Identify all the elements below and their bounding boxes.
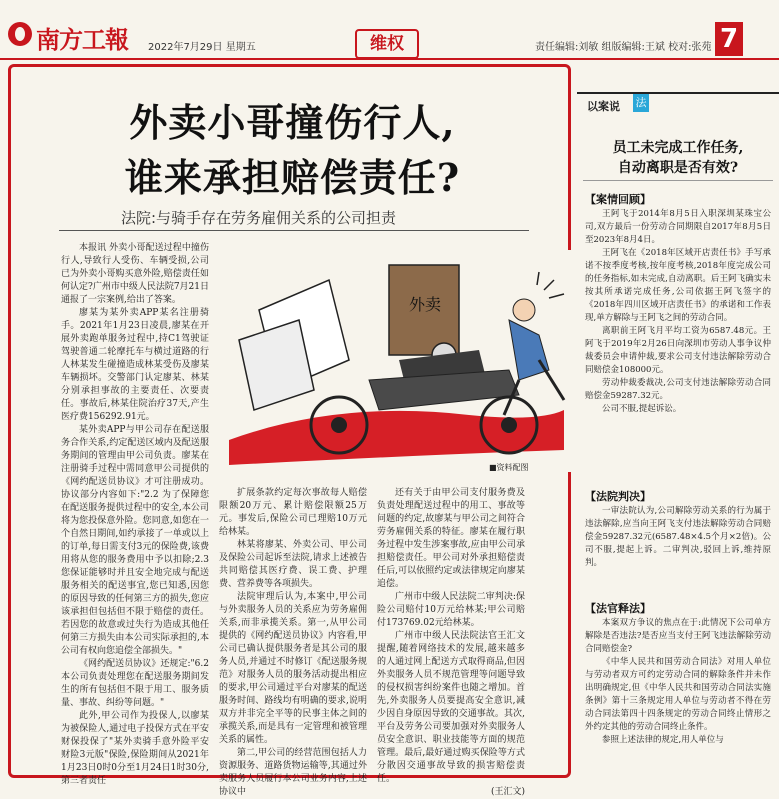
- newspaper-logo: 南方工報: [36, 26, 128, 54]
- paragraph: 一审法院认为,公司解除劳动关系的行为属于违法解除,应当向王阿飞支付违法解除劳动合同赔偿金59287.32元(6587.48×4.5个月×2倍)。公司不服,提起上诉。二审判决,驳回上诉,维持原判。: [585, 506, 771, 568]
- paragraph: 本案双方争议的焦点在于:此情况下公司单方解除是否违法?是否应当支付王阿飞违法解除劳动合同赔偿金?: [585, 618, 771, 654]
- paragraph: 某外卖APP与甲公司存在配送服务合作关系,约定配送区域内及配送服务期间的管理由甲公司负责。廖某在注册骑手过程中需同意甲公司提供的《网约配送员协议》才可注册成功。协议部分内容如下:"2.2 为了保障您在配送服务提供过程中的安全,本公司将为您投保意外险。您同意,如您在一个自然日期间,如约承接了一单或以上的订单,每日需支付3元的保险费,该费用将从您的服务费用中予以扣除;2.3 您保证能够时并且安全地完成与配送服务相关的配送事宜,您已知悉,因您的原因导致的任何第三方的损失,您应该承担但包括但不限于赔偿的责任。若因您的故意或过失行为造成其他任何第三方损失由本公司实际承担的,本公司有权向您追偿全部损失。": [61, 425, 209, 656]
- sidebar-case: [577, 90, 779, 782]
- sidebar-title-line2: 自动离职是否有效?: [617, 160, 739, 176]
- paragraph: 此外,甲公司作为投保人,以廖某为被保险人,通过电子投保方式在平安财保投保了"某外卖骑手意外险平安财险3元版"保险,保险期间从2021年1月23日0时0分至1月24日1时30分,第三者责任: [61, 711, 209, 786]
- paragraph: 第二,甲公司的经营范围包括人力资源服务、道路货物运输等,其通过外卖服务人员履行本公司业务内容,上述协议中: [219, 748, 367, 797]
- paragraph: 劳动仲裁委裁决,公司支付违法解除劳动合同赔偿金59287.32元。: [585, 378, 771, 401]
- illustration-credit: ■资料配图: [489, 463, 529, 472]
- main-article: [8, 64, 571, 797]
- article-column-1: [61, 242, 209, 788]
- judgment-heading: 【法院判决】: [585, 490, 651, 503]
- law-text: [585, 617, 771, 747]
- issue-date: 2022年7月29日 星期五: [148, 42, 256, 53]
- paragraph: 法院审理后认为,本案中,甲公司与外卖服务人员的关系应为劳务雇佣关系,而非承揽关系。第一,从甲公司提供的《网约配送员协议》内容看,甲公司已确认提供服务者是其公司的服务人员,并通过不时修订《配送服务规范》对服务人员的服务活动提出相应的要求,甲公司通过平台对廖某的配送服务时间、路线均有明确的要求,说明双方并非完全平等的民事主体之间的承揽关系,而是具有一定管理和被管理关系的属性。: [219, 592, 367, 745]
- paragraph: 还有关于由甲公司支付服务费及负责处理配送过程中的用工、事故等问题的约定,故廖某与甲公司之间符合劳务雇佣关系的特征。廖某在履行职务过程中发生涉案事故,应由甲公司承担赔偿责任。甲公司对外承担赔偿责任后,可以依照约定或法律规定向廖某追偿。: [377, 488, 525, 589]
- paragraph: 公司不服,提起诉讼。: [602, 404, 682, 414]
- paragraph: 《网约配送员协议》还规定:"6.2 本公司负责处理您在配送服务期间发生的所有包括但不限于用工、服务质量、事故、纠纷等问题。": [61, 659, 209, 708]
- sidebar-divider: [583, 180, 773, 181]
- paragraph: 广州市中级人民法院二审判决:保险公司赔付10万元给林某;甲公司赔付173769.02元给林某。: [377, 592, 525, 628]
- paragraph: 扩展条款约定每次事故每人赔偿限额20万元、累计赔偿限额25万元。事发后,保险公司已理赔10万元给林某。: [219, 488, 367, 537]
- paragraph: 参照上述法律的规定,用人单位与: [602, 735, 724, 745]
- section-tag: 维权: [355, 29, 419, 59]
- masthead-rule: [0, 58, 779, 60]
- paragraph: 王阿飞在《2018年区域开店责任书》手写承诺不按季度考核,按年度考核,2018年度完成公司的任务指标,如未完成,自动离职。后王阿飞确实未按其所承诺完成任务,公司依据王阿飞签字的《2018年四川区域开店责任书》的承诺和工作表现,单方解除与王阿飞之间的劳动合同。: [585, 248, 771, 323]
- case-text: [585, 208, 771, 416]
- author-credit: (王汇文): [490, 787, 525, 797]
- sidebar-title-line1: 员工未完成工作任务,: [612, 140, 744, 156]
- subheadline: 法院:与骑手存在劳务雇佣关系的公司担责: [121, 209, 397, 227]
- headline-divider: [59, 230, 529, 231]
- page-number: 7: [715, 22, 743, 56]
- article-column-2: [219, 487, 367, 799]
- delivery-box-label: 外卖: [409, 295, 442, 314]
- paragraph: 廖某为某外卖APP某名注册骑手。2021年1月23日凌晨,廖某在开展外卖跑单服务过程中,持C1驾驶证驾驶普通二轮摩托车与横过道路的行人林某发生碰撞造成林某受伤及廖某车辆损坏。交警部门认定廖某、林某分别承担事故的主要责任、次要责任。事故后,林某住院治疗37天,产生医疗费156292.91元。: [61, 308, 209, 422]
- paragraph: 离职前王阿飞月平均工资为6587.48元。王阿飞于2019年2月26日向深圳市劳动人事争议仲裁委员会申请仲裁,要求公司支付违法解除劳动合同赔偿金108000元。: [585, 326, 771, 375]
- newspaper-logo-icon: [8, 22, 32, 46]
- illustration: [219, 250, 571, 472]
- paragraph: 王阿飞于2014年8月5日入职深圳某珠宝公司,双方最后一份劳动合同期限自2017年8月5日至2023年8月4日。: [585, 209, 771, 245]
- masthead: [0, 0, 779, 62]
- headline-line1: 外卖小哥撞伤行人,: [129, 100, 456, 145]
- paragraph: 《中华人民共和国劳动合同法》对用人单位与劳动者双方可约定劳动合同的解除条件并未作出明确规定,但《中华人民共和国劳动合同法实施条例》第十三条规定用人单位与劳动者不得在劳动合同法第四十四条规定的劳动合同终止情形之外约定其他的劳动合同终止条件。: [585, 657, 771, 732]
- headline-line2: 谁来承担赔偿责任?: [124, 155, 461, 200]
- paragraph: 林某将廖某、外卖公司、甲公司及保险公司起诉至法院,请求上述被告共同赔偿其医疗费、误工费、护理费、营养费等各项损失。: [219, 540, 367, 589]
- article-column-3: [377, 487, 525, 799]
- case-heading: 【案情回顾】: [585, 193, 651, 206]
- paragraph: 本报讯 外卖小哥配送过程中撞伤行人,导致行人受伤、车辆受损,公司已为外卖小哥购买意外险,赔偿责任如何认定?广州市中级人民法院7月21日通报了一宗案例,给出了答案。: [61, 243, 210, 305]
- paragraph: 广州市中级人民法院法官王汇文提醒,随着网络技术的发展,越来越多的人通过网上配送方式取得商品,但因外卖服务人员不规范管理等问题导致的侵权损害纠纷案件也随之增加。首先,外卖服务人员要提高安全意识,减少因自身原因导致的交通事故。其次,平台及劳务公司要加强对外卖服务人员安全意识、职业技能等方面的规范管理。最后,最好通过购买保险等方式分散因交通事故导致的损害赔偿责任。: [377, 631, 525, 784]
- law-heading: 【法官释法】: [585, 602, 651, 615]
- sidebar-label-badge: 法: [633, 94, 649, 112]
- editor-credits: 责任编辑:刘敏 组版编辑:王斌 校对:张苑: [535, 42, 712, 53]
- judgment-text: [585, 505, 771, 570]
- sidebar-label: 以案说: [587, 100, 620, 113]
